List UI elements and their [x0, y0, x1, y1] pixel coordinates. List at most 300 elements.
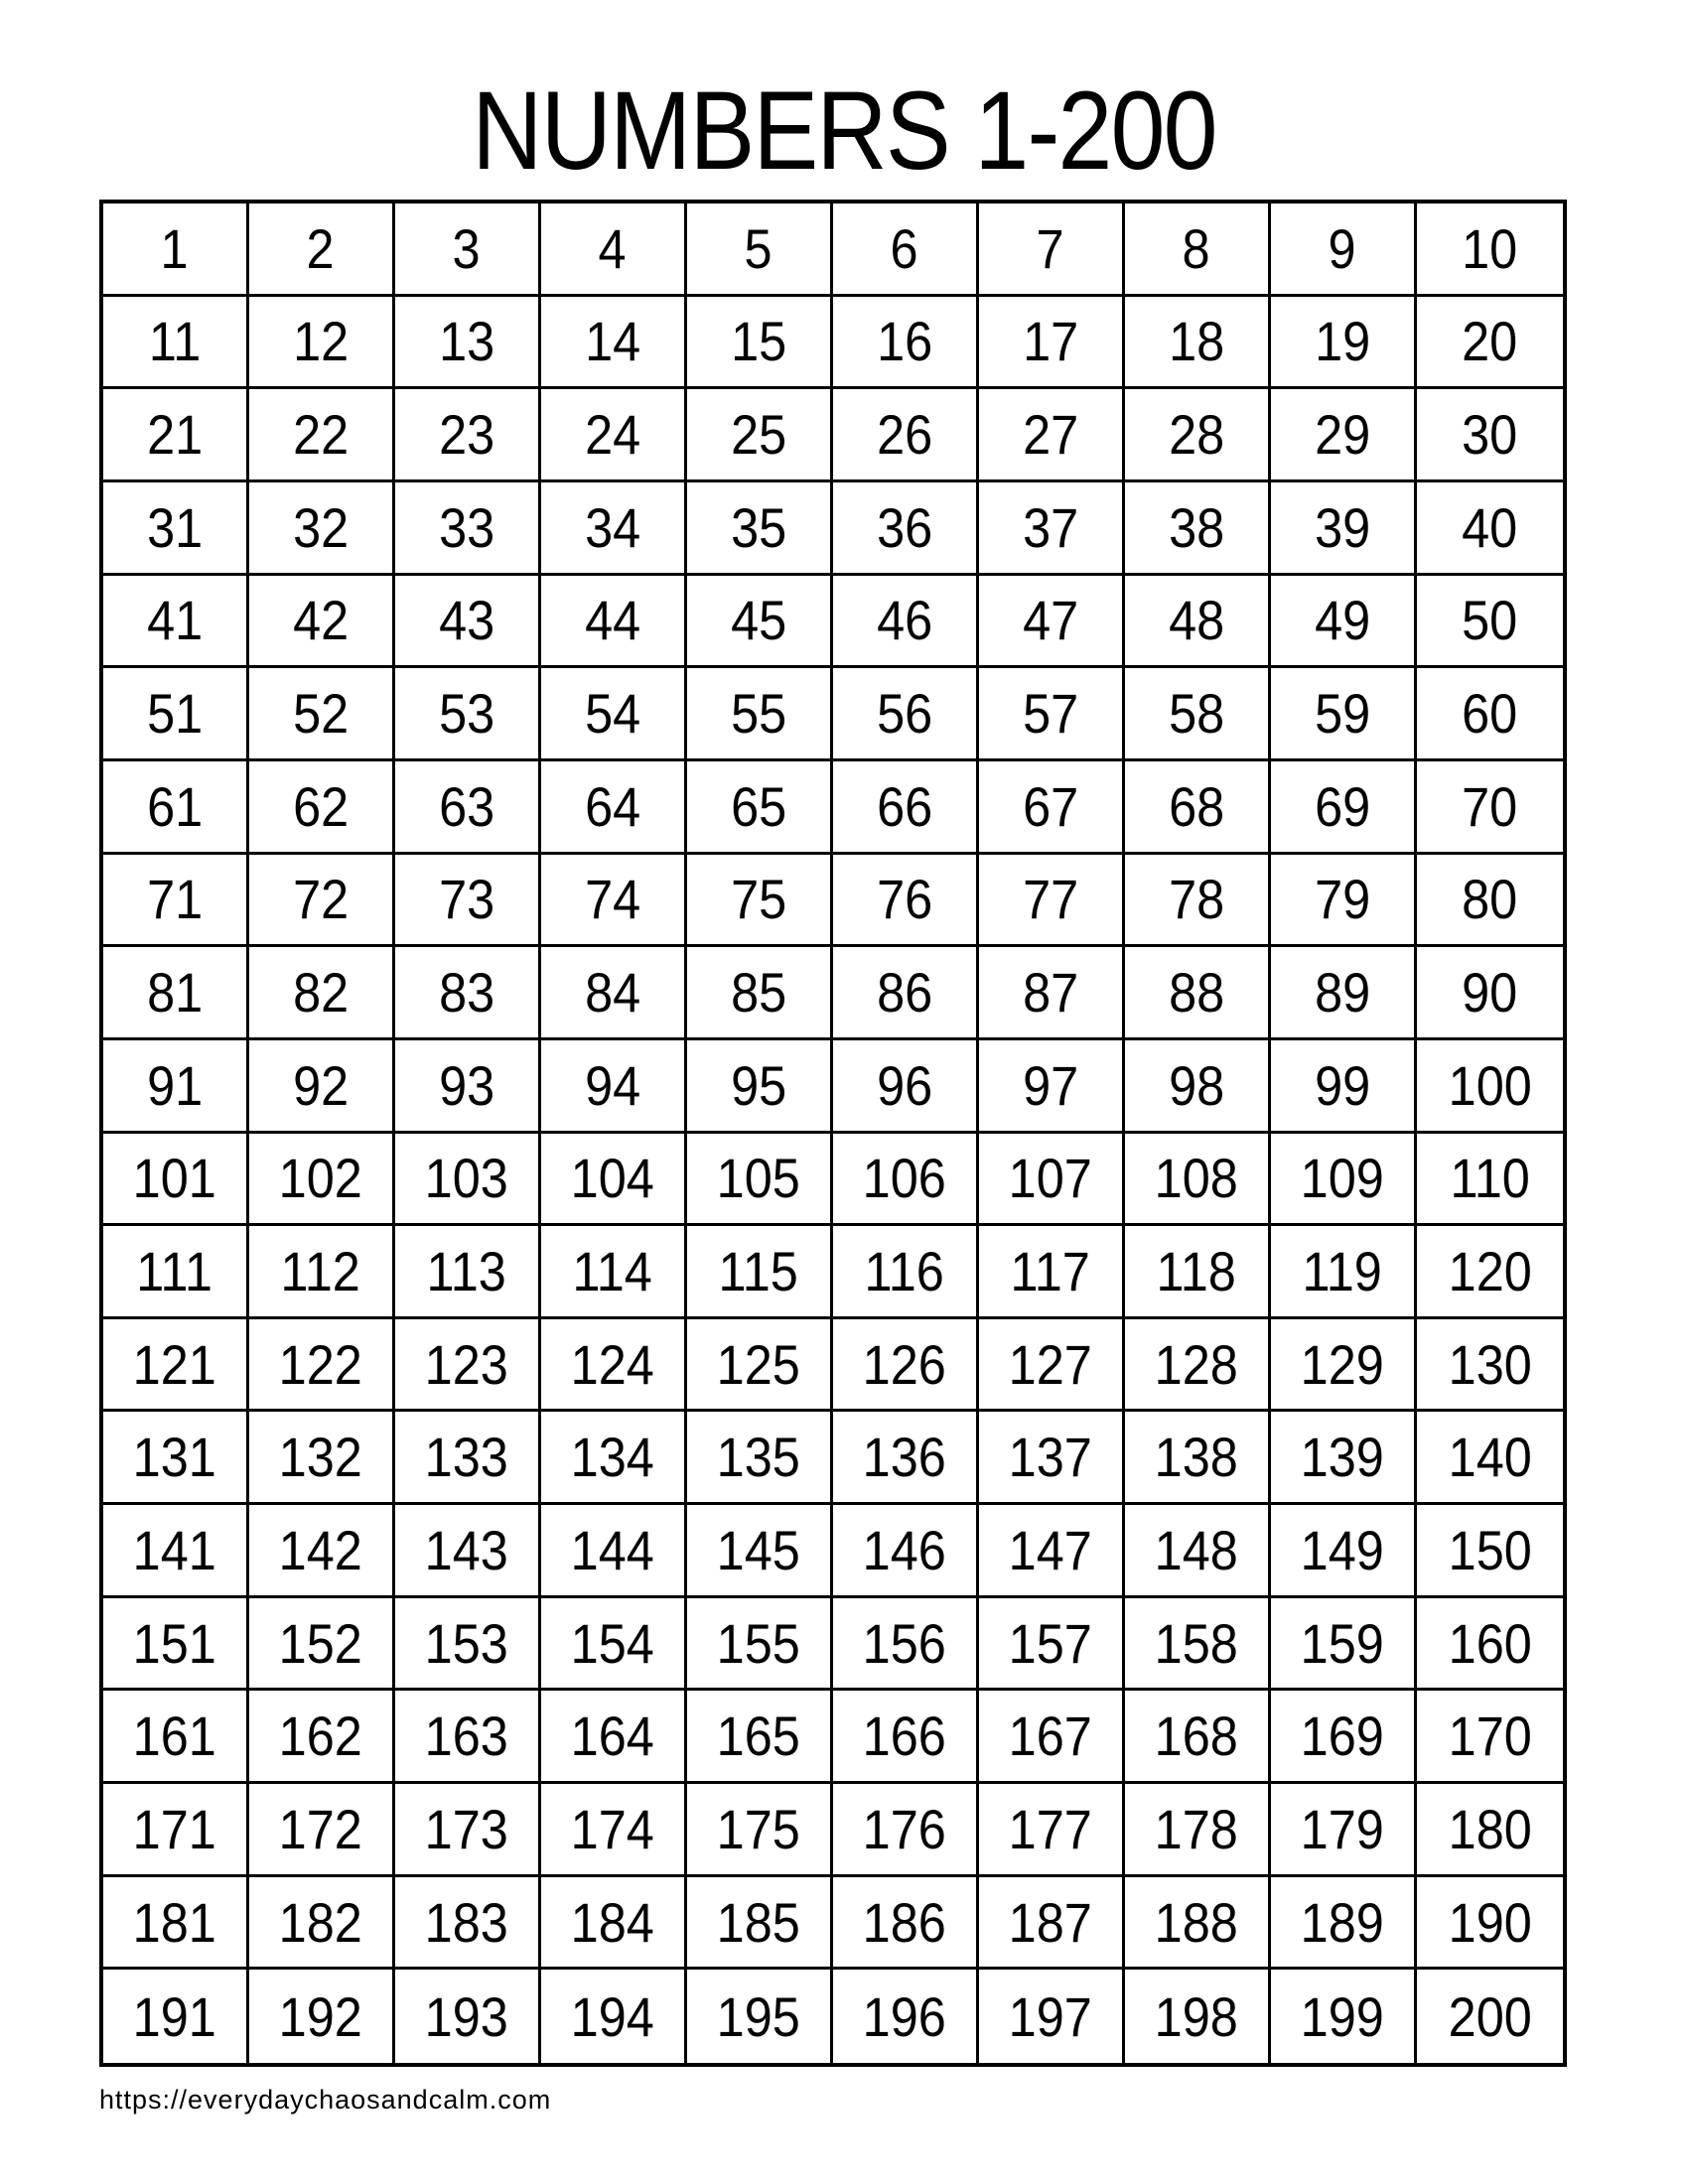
number-value: 133: [424, 1426, 509, 1489]
number-value: 191: [132, 1984, 217, 2048]
number-cell: [1417, 855, 1563, 948]
number-value: 2: [306, 216, 336, 280]
number-cell: [1125, 761, 1271, 855]
number-cell: [1417, 576, 1563, 669]
number-cell: [979, 389, 1125, 482]
number-cell: [1417, 1877, 1563, 1971]
number-cell: [1125, 1877, 1271, 1971]
number-cell: [979, 1970, 1125, 2063]
number-cell: [1271, 204, 1417, 297]
number-cell: [687, 576, 833, 669]
number-value: 30: [1462, 403, 1518, 467]
number-cell: [1271, 1877, 1417, 1971]
number-value: 46: [876, 589, 933, 652]
number-cell: [1417, 1319, 1563, 1413]
number-value: 28: [1168, 403, 1225, 467]
number-cell: [249, 1412, 395, 1505]
number-cell: [103, 947, 249, 1040]
number-value: 153: [424, 1611, 509, 1675]
number-cell: [1417, 761, 1563, 855]
number-value: 108: [1154, 1147, 1239, 1210]
number-value: 132: [278, 1426, 363, 1489]
number-cell: [1417, 1598, 1563, 1692]
number-value: 63: [438, 774, 495, 838]
number-value: 94: [584, 1053, 641, 1117]
number-value: 188: [1154, 1890, 1239, 1954]
number-cell: [979, 1134, 1125, 1227]
number-cell: [979, 482, 1125, 576]
number-cell: [833, 947, 979, 1040]
number-value: 107: [1008, 1147, 1093, 1210]
number-cell: [1271, 1319, 1417, 1413]
number-value: 3: [452, 216, 482, 280]
number-value: 77: [1022, 868, 1079, 931]
number-cell: [103, 1877, 249, 1971]
number-cell: [687, 947, 833, 1040]
number-value: 104: [570, 1147, 655, 1210]
number-value: 109: [1300, 1147, 1385, 1210]
number-value: 101: [132, 1147, 217, 1210]
number-cell: [249, 761, 395, 855]
number-cell: [979, 1226, 1125, 1319]
number-value: 85: [730, 961, 787, 1024]
number-cell: [103, 1598, 249, 1692]
number-value: 22: [292, 403, 350, 467]
number-cell: [541, 1598, 687, 1692]
number-value: 65: [730, 774, 787, 838]
number-value: 62: [292, 774, 350, 838]
number-cell: [541, 482, 687, 576]
number-value: 134: [570, 1426, 655, 1489]
number-cell: [833, 1134, 979, 1227]
number-cell: [833, 1412, 979, 1505]
number-value: 11: [148, 310, 202, 373]
number-cell: [687, 668, 833, 761]
number-value: 194: [570, 1984, 655, 2048]
number-cell: [979, 855, 1125, 948]
number-value: 31: [146, 495, 204, 559]
number-value: 119: [1302, 1239, 1383, 1302]
number-value: 67: [1022, 774, 1079, 838]
number-cell: [541, 1040, 687, 1134]
number-value: 97: [1022, 1053, 1079, 1117]
number-value: 185: [716, 1890, 801, 1954]
number-cell: [979, 1784, 1125, 1877]
number-value: 182: [278, 1890, 363, 1954]
number-cell: [833, 1784, 979, 1877]
number-value: 93: [438, 1053, 495, 1117]
number-value: 141: [132, 1518, 217, 1581]
number-value: 165: [716, 1705, 801, 1768]
number-cell: [395, 668, 541, 761]
number-cell: [103, 297, 249, 390]
number-value: 115: [718, 1239, 799, 1302]
number-value: 154: [570, 1611, 655, 1675]
number-value: 172: [278, 1797, 363, 1860]
number-value: 130: [1448, 1332, 1532, 1396]
number-value: 45: [730, 589, 787, 652]
number-value: 56: [876, 682, 933, 746]
number-cell: [541, 1412, 687, 1505]
number-cell: [249, 482, 395, 576]
number-cell: [249, 947, 395, 1040]
number-value: 44: [584, 589, 641, 652]
number-cell: [687, 297, 833, 390]
number-cell: [541, 855, 687, 948]
number-value: 33: [438, 495, 495, 559]
number-value: 106: [862, 1147, 947, 1210]
number-value: 72: [292, 868, 350, 931]
number-value: 122: [278, 1332, 363, 1396]
number-value: 12: [292, 310, 350, 373]
number-cell: [103, 1134, 249, 1227]
number-value: 166: [862, 1705, 947, 1768]
number-value: 150: [1448, 1518, 1532, 1581]
number-value: 199: [1300, 1984, 1385, 2048]
number-cell: [687, 1784, 833, 1877]
number-cell: [979, 1412, 1125, 1505]
number-cell: [395, 576, 541, 669]
number-cell: [1417, 204, 1563, 297]
number-value: 143: [424, 1518, 509, 1581]
number-cell: [1271, 576, 1417, 669]
number-value: 92: [292, 1053, 350, 1117]
number-cell: [687, 1505, 833, 1598]
number-cell: [979, 1040, 1125, 1134]
number-value: 34: [584, 495, 641, 559]
number-cell: [687, 1319, 833, 1413]
number-cell: [833, 855, 979, 948]
number-value: 149: [1300, 1518, 1385, 1581]
footer-url: https://everydaychaosandcalm.com: [99, 2085, 552, 2115]
number-cell: [1125, 1040, 1271, 1134]
number-value: 79: [1314, 868, 1371, 931]
number-cell: [687, 1691, 833, 1784]
number-value: 121: [132, 1332, 217, 1396]
number-cell: [687, 389, 833, 482]
number-cell: [1271, 1040, 1417, 1134]
number-value: 40: [1462, 495, 1518, 559]
number-value: 53: [438, 682, 495, 746]
number-value: 127: [1008, 1332, 1093, 1396]
number-cell: [541, 389, 687, 482]
number-cell: [833, 1877, 979, 1971]
number-value: 170: [1448, 1705, 1532, 1768]
number-value: 39: [1314, 495, 1371, 559]
number-cell: [1125, 204, 1271, 297]
number-value: 50: [1462, 589, 1518, 652]
number-cell: [249, 1226, 395, 1319]
number-value: 37: [1022, 495, 1079, 559]
number-cell: [541, 1319, 687, 1413]
number-cell: [249, 1598, 395, 1692]
number-cell: [1271, 1505, 1417, 1598]
number-value: 135: [716, 1426, 801, 1489]
number-cell: [1125, 297, 1271, 390]
number-value: 120: [1448, 1239, 1532, 1302]
number-value: 25: [730, 403, 787, 467]
number-value: 152: [278, 1611, 363, 1675]
number-value: 99: [1314, 1053, 1371, 1117]
number-value: 89: [1314, 961, 1371, 1024]
number-value: 6: [890, 216, 919, 280]
number-value: 35: [730, 495, 787, 559]
number-value: 38: [1168, 495, 1225, 559]
number-cell: [103, 1412, 249, 1505]
number-value: 74: [584, 868, 641, 931]
number-cell: [1125, 1319, 1271, 1413]
number-value: 49: [1314, 589, 1371, 652]
number-cell: [103, 1505, 249, 1598]
number-cell: [687, 204, 833, 297]
number-cell: [833, 482, 979, 576]
number-cell: [979, 204, 1125, 297]
number-value: 137: [1008, 1426, 1093, 1489]
number-value: 42: [292, 589, 350, 652]
number-cell: [1125, 855, 1271, 948]
number-value: 148: [1154, 1518, 1239, 1581]
number-value: 54: [584, 682, 641, 746]
number-cell: [1417, 1970, 1563, 2063]
number-cell: [1417, 1784, 1563, 1877]
number-cell: [249, 1040, 395, 1134]
number-cell: [833, 576, 979, 669]
number-cell: [979, 761, 1125, 855]
number-value: 158: [1154, 1611, 1239, 1675]
number-cell: [1417, 1412, 1563, 1505]
number-value: 20: [1462, 310, 1518, 373]
number-value: 173: [424, 1797, 509, 1860]
number-cell: [979, 1877, 1125, 1971]
number-cell: [1271, 947, 1417, 1040]
number-value: 146: [862, 1518, 947, 1581]
number-value: 52: [292, 682, 350, 746]
number-value: 176: [862, 1797, 947, 1860]
number-value: 75: [730, 868, 787, 931]
number-value: 14: [584, 310, 641, 373]
number-value: 131: [132, 1426, 217, 1489]
number-cell: [103, 1226, 249, 1319]
number-cell: [103, 1691, 249, 1784]
number-value: 87: [1022, 961, 1079, 1024]
number-value: 112: [280, 1239, 361, 1302]
number-cell: [249, 1505, 395, 1598]
number-cell: [395, 1691, 541, 1784]
number-cell: [979, 1691, 1125, 1784]
number-cell: [103, 482, 249, 576]
number-value: 117: [1010, 1239, 1091, 1302]
number-value: 81: [146, 961, 204, 1024]
number-value: 73: [438, 868, 495, 931]
number-cell: [1125, 1412, 1271, 1505]
number-cell: [395, 1877, 541, 1971]
number-cell: [687, 1134, 833, 1227]
number-value: 76: [876, 868, 933, 931]
number-value: 57: [1022, 682, 1079, 746]
number-cell: [541, 947, 687, 1040]
number-cell: [249, 1970, 395, 2063]
number-value: 59: [1314, 682, 1371, 746]
number-value: 83: [438, 961, 495, 1024]
number-cell: [833, 1226, 979, 1319]
number-cell: [1417, 668, 1563, 761]
number-value: 168: [1154, 1705, 1239, 1768]
number-value: 184: [570, 1890, 655, 1954]
number-cell: [833, 204, 979, 297]
number-value: 193: [424, 1984, 509, 2048]
number-cell: [1417, 482, 1563, 576]
number-value: 163: [424, 1705, 509, 1768]
number-value: 198: [1154, 1984, 1239, 2048]
number-cell: [541, 761, 687, 855]
number-value: 60: [1462, 682, 1518, 746]
number-cell: [1271, 1226, 1417, 1319]
number-cell: [1417, 1134, 1563, 1227]
number-cell: [249, 576, 395, 669]
number-cell: [833, 1691, 979, 1784]
number-cell: [1417, 297, 1563, 390]
number-cell: [833, 389, 979, 482]
number-value: 86: [876, 961, 933, 1024]
number-cell: [103, 1319, 249, 1413]
number-value: 190: [1448, 1890, 1532, 1954]
number-cell: [103, 1970, 249, 2063]
number-value: 90: [1462, 961, 1518, 1024]
number-cell: [687, 855, 833, 948]
number-cell: [1125, 1784, 1271, 1877]
number-cell: [1125, 576, 1271, 669]
number-value: 110: [1450, 1147, 1530, 1210]
number-cell: [1271, 482, 1417, 576]
number-value: 17: [1022, 310, 1079, 373]
number-value: 70: [1462, 774, 1518, 838]
number-cell: [395, 1598, 541, 1692]
number-value: 61: [146, 774, 204, 838]
number-value: 27: [1022, 403, 1079, 467]
number-value: 69: [1314, 774, 1371, 838]
number-cell: [541, 1970, 687, 2063]
number-value: 162: [278, 1705, 363, 1768]
number-cell: [1125, 1505, 1271, 1598]
number-value: 4: [598, 216, 628, 280]
number-value: 125: [716, 1332, 801, 1396]
number-cell: [1271, 1598, 1417, 1692]
number-cell: [249, 1134, 395, 1227]
number-value: 47: [1022, 589, 1079, 652]
number-value: 95: [730, 1053, 787, 1117]
number-cell: [1271, 1784, 1417, 1877]
number-value: 21: [146, 403, 204, 467]
number-value: 180: [1448, 1797, 1532, 1860]
number-value: 1: [160, 216, 190, 280]
number-cell: [687, 482, 833, 576]
number-cell: [1271, 389, 1417, 482]
number-cell: [687, 1970, 833, 2063]
number-cell: [1125, 1134, 1271, 1227]
number-value: 138: [1154, 1426, 1239, 1489]
number-cell: [541, 668, 687, 761]
number-value: 181: [132, 1890, 217, 1954]
number-value: 8: [1182, 216, 1211, 280]
number-value: 126: [862, 1332, 947, 1396]
number-cell: [249, 297, 395, 390]
number-value: 142: [278, 1518, 363, 1581]
number-cell: [1417, 1691, 1563, 1784]
number-value: 178: [1154, 1797, 1239, 1860]
number-value: 179: [1300, 1797, 1385, 1860]
number-cell: [395, 1134, 541, 1227]
number-cell: [395, 482, 541, 576]
number-value: 167: [1008, 1705, 1093, 1768]
number-cell: [833, 761, 979, 855]
number-value: 100: [1448, 1053, 1532, 1117]
number-cell: [1417, 1226, 1563, 1319]
number-cell: [1417, 947, 1563, 1040]
number-value: 24: [584, 403, 641, 467]
number-cell: [541, 204, 687, 297]
number-value: 48: [1168, 589, 1225, 652]
number-cell: [1417, 389, 1563, 482]
number-cell: [1271, 297, 1417, 390]
number-cell: [979, 297, 1125, 390]
number-value: 123: [424, 1332, 509, 1396]
number-cell: [249, 855, 395, 948]
number-cell: [1271, 1412, 1417, 1505]
number-cell: [833, 1505, 979, 1598]
number-cell: [1125, 389, 1271, 482]
number-value: 16: [876, 310, 933, 373]
number-value: 192: [278, 1984, 363, 2048]
number-value: 175: [716, 1797, 801, 1860]
number-cell: [1125, 1970, 1271, 2063]
number-value: 171: [132, 1797, 217, 1860]
number-value: 124: [570, 1332, 655, 1396]
number-cell: [1125, 947, 1271, 1040]
number-value: 88: [1168, 961, 1225, 1024]
number-cell: [395, 389, 541, 482]
number-cell: [103, 204, 249, 297]
number-cell: [249, 668, 395, 761]
number-cell: [395, 1412, 541, 1505]
number-cell: [833, 1598, 979, 1692]
number-value: 64: [584, 774, 641, 838]
number-cell: [103, 389, 249, 482]
number-value: 139: [1300, 1426, 1385, 1489]
number-cell: [395, 1784, 541, 1877]
number-cell: [1125, 1691, 1271, 1784]
number-value: 116: [864, 1239, 945, 1302]
number-cell: [1271, 1134, 1417, 1227]
number-cell: [1417, 1040, 1563, 1134]
number-cell: [395, 1970, 541, 2063]
number-value: 10: [1462, 216, 1518, 280]
number-value: 15: [730, 310, 787, 373]
number-cell: [1125, 1226, 1271, 1319]
number-value: 196: [862, 1984, 947, 2048]
number-value: 66: [876, 774, 933, 838]
number-cell: [395, 1040, 541, 1134]
number-cell: [103, 761, 249, 855]
number-cell: [833, 1970, 979, 2063]
number-cell: [103, 1784, 249, 1877]
number-value: 159: [1300, 1611, 1385, 1675]
number-value: 187: [1008, 1890, 1093, 1954]
number-value: 195: [716, 1984, 801, 2048]
number-value: 147: [1008, 1518, 1093, 1581]
number-value: 136: [862, 1426, 947, 1489]
number-cell: [1125, 668, 1271, 761]
number-value: 55: [730, 682, 787, 746]
